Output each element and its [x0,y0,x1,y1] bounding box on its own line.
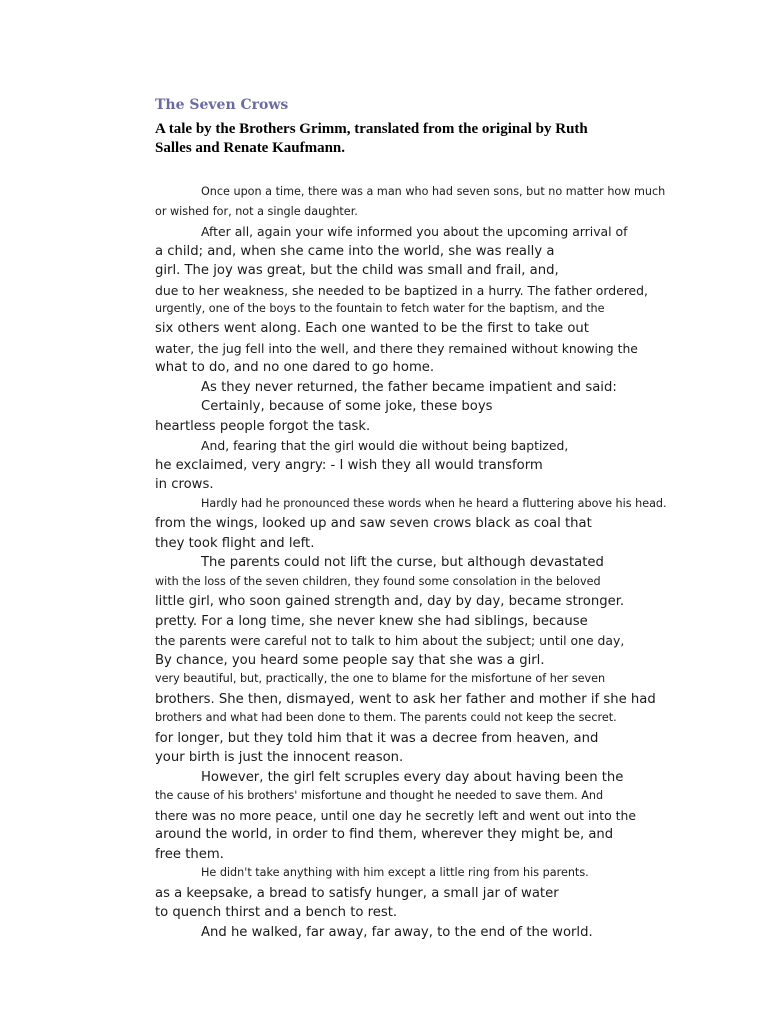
page-title: The Seven Crows [155,97,289,113]
text-line: little girl, who soon gained strength and, day by day, became stronger. [155,594,625,609]
page-subtitle: A tale by the Brothers Grimm, translated from the original by Ruth Salles and Renate Kaufmann. [155,121,588,156]
text-line: And he walked, far away, far away, to the end of the world. [201,925,593,940]
text-line: as a keepsake, a bread to satisfy hunger, a small jar of water [155,886,559,901]
text-line: After all, again your wife informed you about the upcoming arrival of [201,224,628,239]
text-line: Once upon a time, there was a man who had seven sons, but no matter how much [201,185,666,198]
text-line: brothers and what had been done to them. The parents could not keep the secret. [155,711,617,724]
text-line: what to do, and no one dared to go home. [155,360,435,375]
text-line: urgently, one of the boys to the fountain to fetch water for the baptism, and the [155,302,605,315]
text-line: or wished for, not a single daughter. [155,205,358,218]
text-line: pretty. For a long time, she never knew she had siblings, because [155,614,588,629]
text-line: there was no more peace, until one day he secretly left and went out into the [155,808,636,823]
text-line: he exclaimed, very angry: - I wish they all would transform [155,458,543,473]
text-line: in crows. [155,477,214,492]
text-line: the parents were careful not to talk to him about the subject; until one day, [155,633,625,648]
text-line: girl. The joy was great, but the child was small and frail, and, [155,263,559,278]
text-line: free them. [155,847,224,862]
text-line: However, the girl felt scruples every day about having been the [201,770,624,785]
text-line: due to her weakness, she needed to be baptized in a hurry. The father ordered, [155,283,648,298]
text-line: they took flight and left. [155,536,315,551]
text-line: for longer, but they told him that it was a decree from heaven, and [155,731,599,746]
text-line: to quench thirst and a bench to rest. [155,905,398,920]
text-line: your birth is just the innocent reason. [155,750,404,765]
text-line: Hardly had he pronounced these words when he heard a fluttering above his head. [201,497,667,510]
text-line: brothers. She then, dismayed, went to ask her father and mother if she had [155,692,656,707]
text-line: the cause of his brothers' misfortune and thought he needed to save them. And [155,789,604,802]
text-line: As they never returned, the father became impatient and said: [201,380,617,395]
text-line: heartless people forgot the task. [155,419,371,434]
text-line: By chance, you heard some people say that she was a girl. [155,653,545,668]
text-line: a child; and, when she came into the world, she was really a [155,244,555,259]
text-line: Certainly, because of some joke, these boys [201,399,493,414]
text-line: very beautiful, but, practically, the one to blame for the misfortune of her seven [155,672,606,685]
text-line: He didn't take anything with him except a little ring from his parents. [201,866,589,879]
text-line: six others went along. Each one wanted to be the first to take out [155,321,589,336]
text-line: from the wings, looked up and saw seven crows black as coal that [155,516,592,531]
text-line: The parents could not lift the curse, but although devastated [201,555,604,570]
text-line: around the world, in order to find them, wherever they might be, and [155,827,614,842]
text-line: with the loss of the seven children, they found some consolation in the beloved [155,575,601,588]
text-line: And, fearing that the girl would die without being baptized, [201,438,569,453]
text-line: water, the jug fell into the well, and there they remained without knowing the [155,341,638,356]
